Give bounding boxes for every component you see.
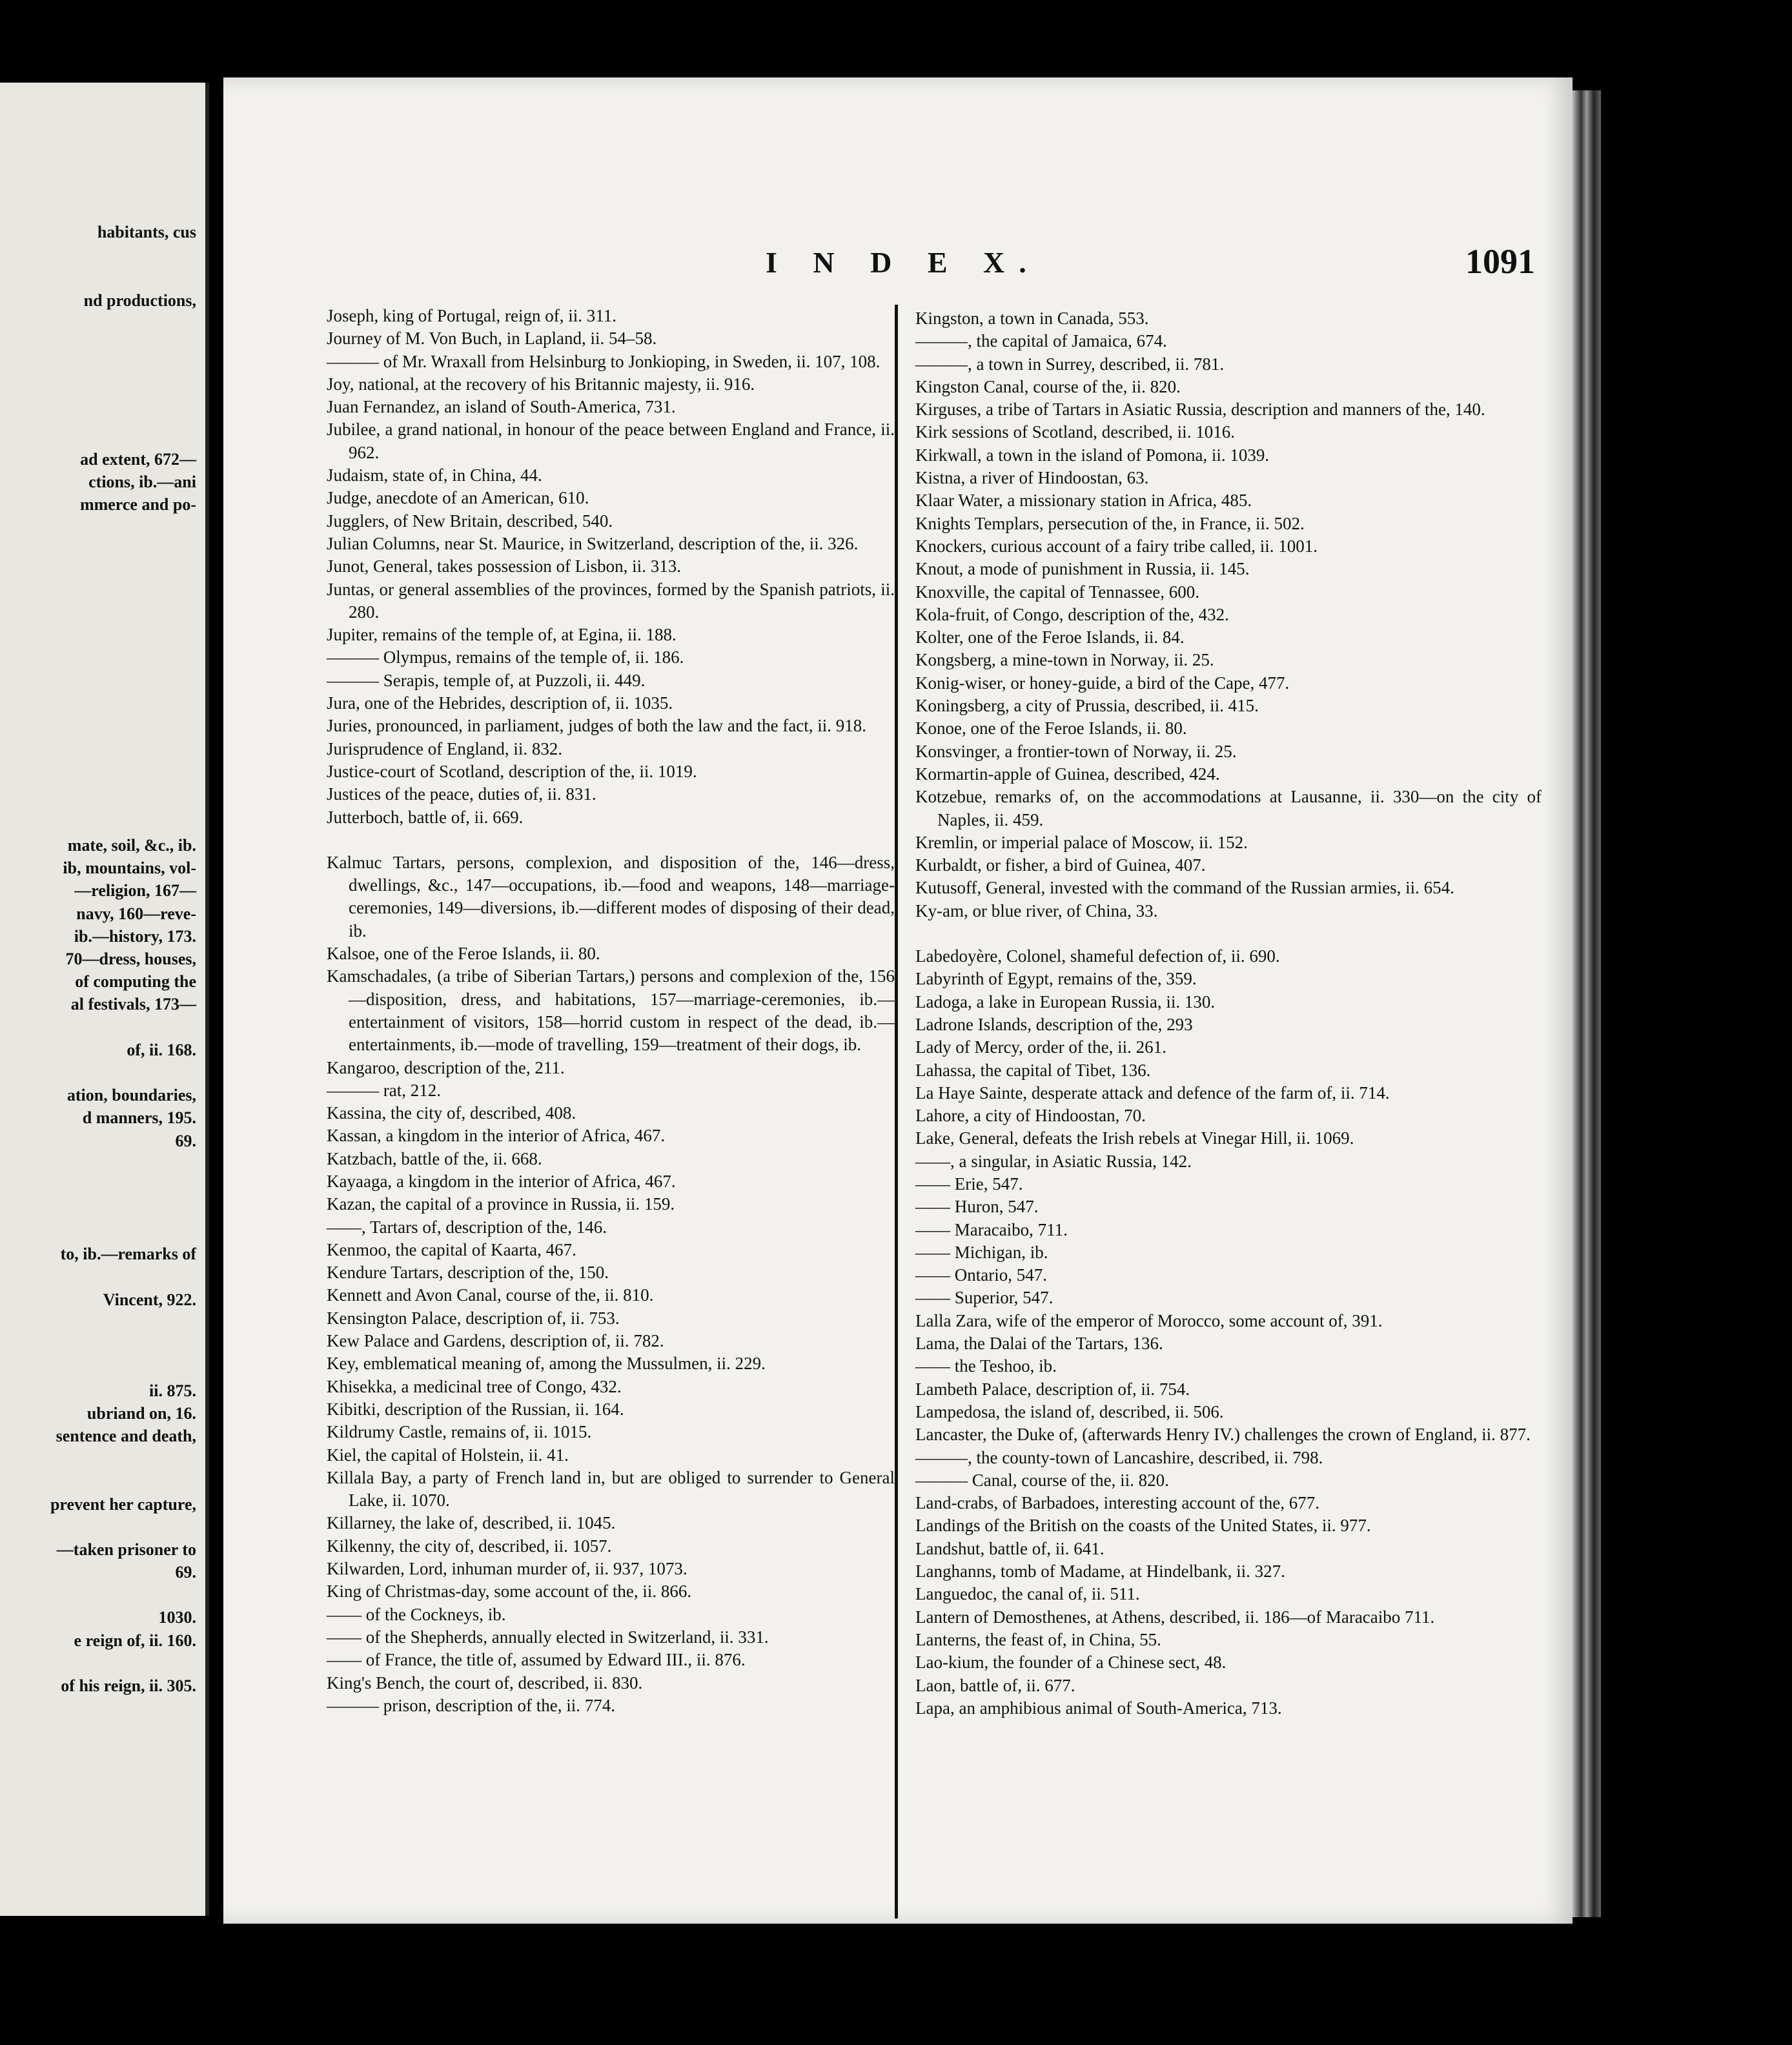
- index-entry: Kenmoo, the capital of Kaarta, 467.: [327, 1239, 576, 1259]
- index-entry: Lama, the Dalai of the Tartars, 136.: [915, 1334, 1163, 1354]
- facing-page-text: [0, 221, 205, 1697]
- index-entry: Knockers, curious account of a fairy tribe called, ii. 1001.: [915, 536, 1318, 556]
- index-entry: ——— prison, description of the, ii. 774.: [327, 1695, 615, 1715]
- index-entry: Kilwarden, Lord, inhuman murder of, ii. 937, 1073.: [327, 1559, 687, 1579]
- index-entry: Landshut, battle of, ii. 641.: [915, 1538, 1105, 1558]
- fragment-line: Vincent, 922.: [103, 1290, 196, 1309]
- index-entry: Lahassa, the capital of Tibet, 136.: [915, 1060, 1151, 1080]
- index-entry: Knout, a mode of punishment in Russia, ii. 145.: [915, 559, 1250, 579]
- fragment-line: e reign of, ii. 160.: [74, 1631, 196, 1650]
- fragment-line: [0, 1061, 205, 1084]
- fragment-line: [0, 357, 205, 380]
- index-entry: Key, emblematical meaning of, among the Mussulmen, ii. 229.: [327, 1354, 766, 1374]
- page-number: 1091: [1465, 242, 1535, 281]
- index-entry: Laon, battle of, ii. 677.: [915, 1675, 1075, 1695]
- fragment-line: [0, 1152, 205, 1175]
- fragment-line: of, ii. 168.: [127, 1040, 196, 1059]
- index-entry: Landings of the British on the coasts of the United States, ii. 977.: [915, 1516, 1371, 1536]
- fragment-line: d manners, 195.: [82, 1108, 196, 1128]
- index-entry: —— Erie, 547.: [915, 1174, 1023, 1194]
- index-entry: Lake, General, defeats the Irish rebels at Vinegar Hill, ii. 1069.: [915, 1128, 1354, 1148]
- section-gap: [915, 922, 1542, 945]
- index-entry: —— Superior, 547.: [915, 1288, 1054, 1308]
- fragment-line: [0, 425, 205, 448]
- index-column-right: [915, 307, 1542, 1720]
- index-entry: Kildrumy Castle, remains of, ii. 1015.: [327, 1422, 592, 1442]
- index-entry: Juries, pronounced, in parliament, judges of both the law and the fact, ii. 918.: [327, 716, 867, 736]
- fragment-line: [0, 675, 205, 698]
- index-entry: Kazan, the capital of a province in Russia, ii. 159.: [327, 1194, 675, 1214]
- section-gap: [327, 829, 895, 851]
- fragment-line: [0, 1334, 205, 1356]
- index-entry: Kiel, the capital of Holstein, ii. 41.: [327, 1445, 569, 1465]
- index-entry: Jura, one of the Hebrides, description of, ii. 1035.: [327, 693, 673, 713]
- index-entry: Kotzebue, remarks of, on the accommodations at Lausanne, ii. 330—on the city of Naples, ii. 459.: [915, 787, 1542, 829]
- fragment-line: [0, 1516, 205, 1538]
- fragment-line: [0, 1447, 205, 1470]
- index-entry: Justices of the peace, duties of, ii. 831.: [327, 784, 596, 804]
- index-entry: Junot, General, takes possession of Lisbon, ii. 313.: [327, 556, 681, 576]
- index-entry: La Haye Sainte, desperate attack and defence of the farm of, ii. 714.: [915, 1083, 1390, 1103]
- index-entry: Konsvinger, a frontier-town of Norway, ii. 25.: [915, 741, 1237, 761]
- index-page: [223, 77, 1573, 1924]
- fragment-line: [0, 334, 205, 357]
- index-entry: Lalla Zara, wife of the emperor of Morocco, some account of, 391.: [915, 1310, 1383, 1330]
- fragment-line: —religion, 167—: [74, 881, 196, 900]
- fragment-line: [0, 243, 205, 266]
- fragment-line: [0, 1175, 205, 1197]
- index-entry: Knoxville, the capital of Tennassee, 600.: [915, 582, 1199, 602]
- index-entry: Justice-court of Scotland, description of the, ii. 1019.: [327, 761, 697, 781]
- fragment-line: ii. 875.: [149, 1381, 196, 1400]
- index-entry: Kilkenny, the city of, described, ii. 1057.: [327, 1536, 612, 1556]
- index-entry: —— of France, the title of, assumed by Edward III., ii. 876.: [327, 1650, 746, 1670]
- index-entry: ——— of Mr. Wraxall from Helsinburg to Jonkioping, in Sweden, ii. 107, 108.: [327, 351, 881, 371]
- index-entry: Jubilee, a grand national, in honour of the peace between England and France, ii. 962.: [327, 420, 895, 462]
- index-entry: Languedoc, the canal of, ii. 511.: [915, 1584, 1140, 1604]
- index-entry: Juan Fernandez, an island of South-America, 731.: [327, 397, 676, 417]
- index-entry: ——— Serapis, temple of, at Puzzoli, ii. 449.: [327, 670, 646, 690]
- index-entry: Journey of M. Von Buch, in Lapland, ii. 54–58.: [327, 329, 657, 349]
- fragment-line: 69.: [175, 1563, 196, 1582]
- fragment-line: prevent her capture,: [50, 1494, 196, 1514]
- index-entry: Knights Templars, persecution of the, in France, ii. 502.: [915, 513, 1305, 533]
- index-entry: ——, a singular, in Asiatic Russia, 142.: [915, 1151, 1192, 1171]
- index-entry: King of Christmas-day, some account of the, ii. 866.: [327, 1582, 692, 1602]
- fragment-line: 1030.: [158, 1608, 196, 1627]
- fragment-line: [0, 1197, 205, 1220]
- fragment-line: [0, 698, 205, 720]
- index-entry: Killarney, the lake of, described, ii. 1045.: [327, 1513, 616, 1533]
- index-entry: Kolter, one of the Feroe Islands, ii. 84.: [915, 627, 1185, 647]
- fragment-line: [0, 1652, 205, 1674]
- fragment-line: 69.: [175, 1131, 196, 1150]
- index-entry: Joy, national, at the recovery of his Britannic majesty, ii. 916.: [327, 374, 755, 394]
- index-entry: ———, the county-town of Lancashire, described, ii. 798.: [915, 1447, 1323, 1467]
- column-divider: [895, 305, 898, 1918]
- index-entry: Ky-am, or blue river, of China, 33.: [915, 900, 1158, 921]
- fragment-line: [0, 403, 205, 425]
- index-entry: Lahore, a city of Hindoostan, 70.: [915, 1106, 1146, 1126]
- index-entry: Lampedosa, the island of, described, ii. 506.: [915, 1401, 1224, 1421]
- index-entry: Ladoga, a lake in European Russia, ii. 130.: [915, 992, 1216, 1012]
- index-entry: ——— rat, 212.: [327, 1080, 441, 1100]
- index-entry: Kennett and Avon Canal, course of the, ii. 810.: [327, 1285, 654, 1305]
- fragment-line: of his reign, ii. 305.: [61, 1676, 196, 1695]
- fragment-line: [0, 1470, 205, 1492]
- fragment-line: [0, 743, 205, 766]
- index-entry: Kirk sessions of Scotland, described, ii. 1016.: [915, 422, 1235, 442]
- index-entry: Kendure Tartars, description of the, 150.: [327, 1263, 609, 1283]
- index-entry: Koningsberg, a city of Prussia, described, ii. 415.: [915, 696, 1259, 716]
- index-entry: Jupiter, remains of the temple of, at Egina, ii. 188.: [327, 625, 677, 645]
- index-entry: ——— Olympus, remains of the temple of, ii. 186.: [327, 647, 684, 667]
- index-entry: —— Huron, 547.: [915, 1197, 1039, 1217]
- fragment-line: [0, 266, 205, 289]
- fragment-line: mmerce and po-: [79, 495, 196, 514]
- index-entry: Ladrone Islands, description of the, 293: [915, 1014, 1193, 1034]
- fragment-line: to, ib.—remarks of: [60, 1245, 196, 1264]
- fragment-line: [0, 312, 205, 334]
- index-entry: —— Ontario, 547.: [915, 1265, 1047, 1285]
- index-entry: —— the Teshoo, ib.: [915, 1356, 1057, 1376]
- fragment-line: [0, 1311, 205, 1334]
- index-entry: Joseph, king of Portugal, reign of, ii. 311.: [327, 306, 616, 325]
- index-entry: Kalmuc Tartars, persons, complexion, and disposition of the, 146—dress, dwellings, &c., 147—occupations, ib.—food and weapons, 148—marriage-ceremonies, 149—diversions, ib.—different modes of disposing of their dead, ib.: [327, 852, 895, 941]
- index-entry: Kremlin, or imperial palace of Moscow, ii. 152.: [915, 832, 1248, 852]
- index-entry: —— of the Cockneys, ib.: [327, 1604, 506, 1624]
- index-entry: Kutusoff, General, invested with the command of the Russian armies, ii. 654.: [915, 878, 1454, 898]
- index-entry: Kingston Canal, course of the, ii. 820.: [915, 376, 1181, 396]
- index-entry: Jutterboch, battle of, ii. 669.: [327, 807, 524, 827]
- index-entry: ———, the capital of Jamaica, 674.: [915, 331, 1167, 351]
- index-entry: Labyrinth of Egypt, remains of the, 359.: [915, 969, 1197, 989]
- index-entry: Kirguses, a tribe of Tartars in Asiatic Russia, description and manners of the, 140.: [915, 400, 1485, 420]
- index-entry: Katzbach, battle of the, ii. 668.: [327, 1148, 542, 1168]
- index-entry: Juntas, or general assemblies of the provinces, formed by the Spanish patriots, ii. 280.: [327, 579, 895, 622]
- index-entry: Kola-fruit, of Congo, description of the, 432.: [915, 604, 1229, 624]
- index-entry: Kongsberg, a mine-town in Norway, ii. 25.: [915, 650, 1214, 670]
- fragment-line: navy, 160—reve-: [76, 904, 196, 923]
- index-entry: Kurbaldt, or fisher, a bird of Guinea, 407.: [915, 855, 1206, 875]
- index-entry: Lao-kium, the founder of a Chinese sect, 48.: [915, 1653, 1227, 1673]
- index-entry: Judaism, state of, in China, 44.: [327, 465, 542, 485]
- fragment-line: [0, 539, 205, 562]
- index-entry: Lambeth Palace, description of, ii. 754.: [915, 1379, 1190, 1399]
- index-entry: Kingston, a town in Canada, 553.: [915, 309, 1149, 328]
- index-entry: Kassina, the city of, described, 408.: [327, 1103, 576, 1123]
- fragment-line: [0, 766, 205, 789]
- fragment-line: [0, 789, 205, 811]
- index-entry: Kamschadales, (a tribe of Siberian Tartars,) persons and complexion of the, 156—disposition, dress, and habitations, 157—marriage-ceremonies, ib.—entertainment of visitors, 158—horrid custom in respect of the dead, ib.—entertainments, ib.—mode of travelling, 159—treatment of their dogs, ib.: [327, 966, 895, 1055]
- index-entry: Konoe, one of the Feroe Islands, ii. 80.: [915, 718, 1187, 738]
- fragment-line: ation, boundaries,: [66, 1086, 196, 1105]
- index-entry: Kassan, a kingdom in the interior of Africa, 467.: [327, 1126, 666, 1146]
- fragment-line: ib, mountains, vol-: [63, 859, 196, 878]
- index-entry: Kensington Palace, description of, ii. 753.: [327, 1308, 620, 1328]
- fragment-line: ctions, ib.—ani: [88, 473, 196, 492]
- index-entry: ———, a town in Surrey, described, ii. 781.: [915, 354, 1225, 374]
- fragment-line: nd productions,: [83, 290, 196, 310]
- index-entry: Kormartin-apple of Guinea, described, 424.: [915, 764, 1220, 784]
- index-entry: Kew Palace and Gardens, description of, ii. 782.: [327, 1331, 664, 1351]
- fragment-line: [0, 1266, 205, 1288]
- index-entry: Killala Bay, a party of French land in, but are obliged to surrender to General Lake, ii. 1070.: [327, 1467, 895, 1511]
- fragment-line: mate, soil, &c., ib.: [67, 836, 196, 855]
- index-entry: Julian Columns, near St. Maurice, in Switzerland, description of the, ii. 326.: [327, 533, 859, 553]
- fragment-line: al festivals, 173—: [70, 995, 196, 1014]
- index-entry: Kirkwall, a town in the island of Pomona, ii. 1039.: [915, 445, 1270, 465]
- fragment-line: [0, 516, 205, 538]
- page-edge: [1573, 90, 1601, 1917]
- facing-page-fragment: [0, 83, 209, 1916]
- index-entry: Lapa, an amphibious animal of South-America, 713.: [915, 1698, 1282, 1718]
- index-entry: Kalsoe, one of the Feroe Islands, ii. 80.: [327, 944, 600, 964]
- index-entry: Lanterns, the feast of, in China, 55.: [915, 1629, 1161, 1649]
- fragment-line: [0, 562, 205, 584]
- index-entry: Kibitki, description of the Russian, ii. 164.: [327, 1399, 624, 1419]
- index-entry: King's Bench, the court of, described, ii. 830.: [327, 1673, 643, 1693]
- index-entry: Khisekka, a medicinal tree of Congo, 432.: [327, 1376, 622, 1396]
- fragment-line: [0, 1583, 205, 1606]
- index-entry: Judge, anecdote of an American, 610.: [327, 488, 589, 508]
- fragment-line: ubriand on, 16.: [87, 1403, 196, 1423]
- fragment-line: [0, 720, 205, 743]
- index-entry: Kangaroo, description of the, 211.: [327, 1057, 565, 1077]
- index-entry: Labedoyère, Colonel, shameful defection of, ii. 690.: [915, 946, 1280, 966]
- fragment-line: [0, 811, 205, 834]
- index-column-left: [327, 305, 895, 1717]
- fragment-line: [0, 629, 205, 652]
- index-entry: Kistna, a river of Hindoostan, 63.: [915, 468, 1149, 488]
- index-entry: Lady of Mercy, order of the, ii. 261.: [915, 1037, 1166, 1057]
- fragment-line: [0, 607, 205, 629]
- index-entry: Kayaaga, a kingdom in the interior of Africa, 467.: [327, 1171, 676, 1191]
- fragment-line: [0, 653, 205, 675]
- index-entry: —— Maracaibo, 711.: [915, 1219, 1068, 1239]
- fragment-line: [0, 1356, 205, 1379]
- fragment-line: 70—dress, houses,: [65, 950, 196, 968]
- page-title: I N D E X.: [766, 246, 1041, 279]
- index-entry: ——— Canal, course of the, ii. 820.: [915, 1470, 1169, 1490]
- index-entry: Klaar Water, a missionary station in Africa, 485.: [915, 491, 1252, 511]
- fragment-line: ib.—history, 173.: [74, 926, 196, 946]
- index-entry: Lancaster, the Duke of, (afterwards Henry IV.) challenges the crown of England, ii. 877.: [915, 1425, 1531, 1445]
- fragment-line: [0, 584, 205, 607]
- index-entry: Land-crabs, of Barbadoes, interesting account of the, 677.: [915, 1493, 1320, 1513]
- index-entry: —— of the Shepherds, annually elected in Switzerland, ii. 331.: [327, 1627, 769, 1647]
- index-entry: Langhanns, tomb of Madame, at Hindelbank, ii. 327.: [915, 1562, 1285, 1582]
- fragment-line: sentence and death,: [56, 1426, 196, 1445]
- index-entry: Konig-wiser, or honey-guide, a bird of the Cape, 477.: [915, 673, 1290, 693]
- index-entry: ——, Tartars of, description of the, 146.: [327, 1217, 607, 1237]
- index-entry: —— Michigan, ib.: [915, 1242, 1048, 1262]
- index-entry: Lantern of Demosthenes, at Athens, described, ii. 186—of Maracaibo 711.: [915, 1607, 1435, 1627]
- fragment-line: [0, 380, 205, 402]
- fragment-line: habitants, cus: [97, 223, 196, 241]
- index-entry: Jurisprudence of England, ii. 832.: [327, 738, 563, 758]
- page-header: [223, 242, 1573, 290]
- fragment-line: ad extent, 672—: [80, 449, 196, 469]
- fragment-line: —taken prisoner to: [56, 1540, 196, 1559]
- index-entry: Jugglers, of New Britain, described, 540.: [327, 511, 613, 531]
- fragment-line: [0, 1220, 205, 1243]
- fragment-line: [0, 1016, 205, 1039]
- fragment-line: of computing the: [75, 972, 196, 992]
